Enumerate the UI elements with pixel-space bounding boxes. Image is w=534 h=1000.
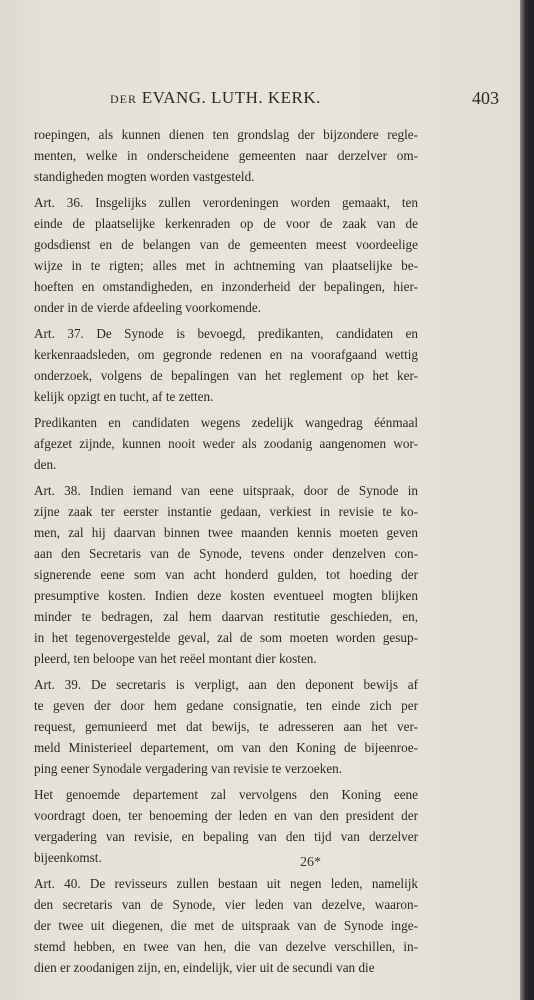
text-line: kerkenraadsleden, om gegronde redenen en na voorafgaand wettig (34, 347, 418, 362)
text-line: meld Ministerieel departement, om van den Koning de bijeenroe- (34, 740, 418, 755)
paragraph (34, 784, 418, 868)
text-line: der twee uit diegenen, die met de uitspraak van de Synode inge- (34, 918, 418, 933)
text-line: men, zal hij daarvan binnen twee maanden kennis moeten geven (34, 525, 418, 540)
text-line: bijeenkomst. (34, 850, 102, 865)
paragraph (34, 873, 418, 978)
paragraph (34, 674, 418, 779)
text-line: standigheden mogten worden vastgesteld. (34, 169, 255, 184)
text-line: menten, welke in onderscheidene gemeenten naar derzelver om- (34, 148, 418, 163)
text-line: dien er zoodanigen zijn, en, eindelijk, vier uit de secundi van die (34, 960, 375, 975)
text-line: onderzoek, volgens de bepalingen van het reglement op het ker- (34, 368, 418, 383)
text-line: den secretaris van de Synode, vier leden van dezelve, waaron- (34, 897, 418, 912)
text-line: pleerd, ten beloope van het reëel montant dier kosten. (34, 651, 317, 666)
text-line: den. (34, 457, 57, 472)
text-line: presumptive kosten. Indien deze kosten eventueel mogten blijken (34, 588, 418, 603)
text-line: voordragt doen, ter benoeming der leden en van den president der (34, 808, 418, 823)
text-line: zijne zaak ter eerster instantie gedaan, verkiest in revisie te ko- (34, 504, 418, 519)
text-line: roepingen, als kunnen dienen ten grondslag der bijzondere regle- (34, 127, 418, 142)
text-line: onder in de vierde afdeeling voorkomende. (34, 300, 262, 315)
text-line: stemd hebben, en twee van hen, die van dezelve verschillen, in- (34, 939, 418, 954)
text-line: vergadering van revisie, en bepaling van den tijd van derzelver (34, 829, 418, 844)
paragraph (34, 412, 418, 475)
text-line: Art. 36. Insgelijks zullen verordeningen worden gemaakt, ten (34, 195, 418, 210)
text-line: wijze in te rigten; alles met in achtneming van plaatselijke be- (34, 258, 418, 273)
text-line: hoeften en omstandigheden, en inzonderheid der bepalingen, hier- (34, 279, 418, 294)
paragraph (34, 124, 418, 187)
page-edge-shadow (520, 0, 534, 1000)
body-text (34, 124, 418, 983)
text-line: request, gemunieerd met dat bewijs, te adresseren aan het ver- (34, 719, 418, 734)
header-prefix: DER (110, 92, 137, 106)
running-header (110, 88, 435, 108)
text-line: in het tegenovergestelde geval, zal de som moeten worden gesup- (34, 630, 418, 645)
paragraph (34, 192, 418, 318)
paragraph (34, 480, 418, 669)
page-number: 403 (472, 88, 499, 108)
paragraph (34, 323, 418, 407)
text-line: Het genoemde departement zal vervolgens den Koning eene (34, 787, 418, 802)
text-line: ping eener Synodale vergadering van revisie te verzoeken. (34, 761, 343, 776)
text-line: kelijk opzigt en tucht, af te zetten. (34, 389, 214, 404)
text-line: Art. 38. Indien iemand van eene uitspraak, door de Synode in (34, 483, 418, 498)
text-line: te geven der door hem gedane consignatie, ten einde zich per (34, 698, 418, 713)
text-line: Art. 39. De secretaris is verpligt, aan den deponent bewijs af (34, 677, 418, 692)
text-line: minder te bedragen, zal hem daarvan restitutie geschieden, en, (34, 609, 418, 624)
text-line: Art. 37. De Synode is bevoegd, predikanten, candidaten en (34, 326, 418, 341)
text-line: Predikanten en candidaten wegens zedelijk wangedrag éénmaal (34, 415, 418, 430)
header-title: EVANG. LUTH. KERK. (141, 88, 321, 107)
text-line: Art. 40. De revisseurs zullen bestaan uit negen leden, namelijk (34, 876, 418, 891)
signature-mark: 26* (300, 855, 321, 870)
text-line: aan den Secretaris van de Synode, tevens onder denzelven con- (34, 546, 418, 561)
text-line: signerende eene som van acht honderd gulden, tot hoeding der (34, 567, 418, 582)
text-line: godsdienst en de belangen van de gemeenten meest voordeelige (34, 237, 418, 252)
text-line: einde de plaatselijke kerkenraden op de voor de zaak van de (34, 216, 418, 231)
text-line: afgezet zijnde, kunnen nooit weder als zoodanig aangenomen wor- (34, 436, 418, 451)
